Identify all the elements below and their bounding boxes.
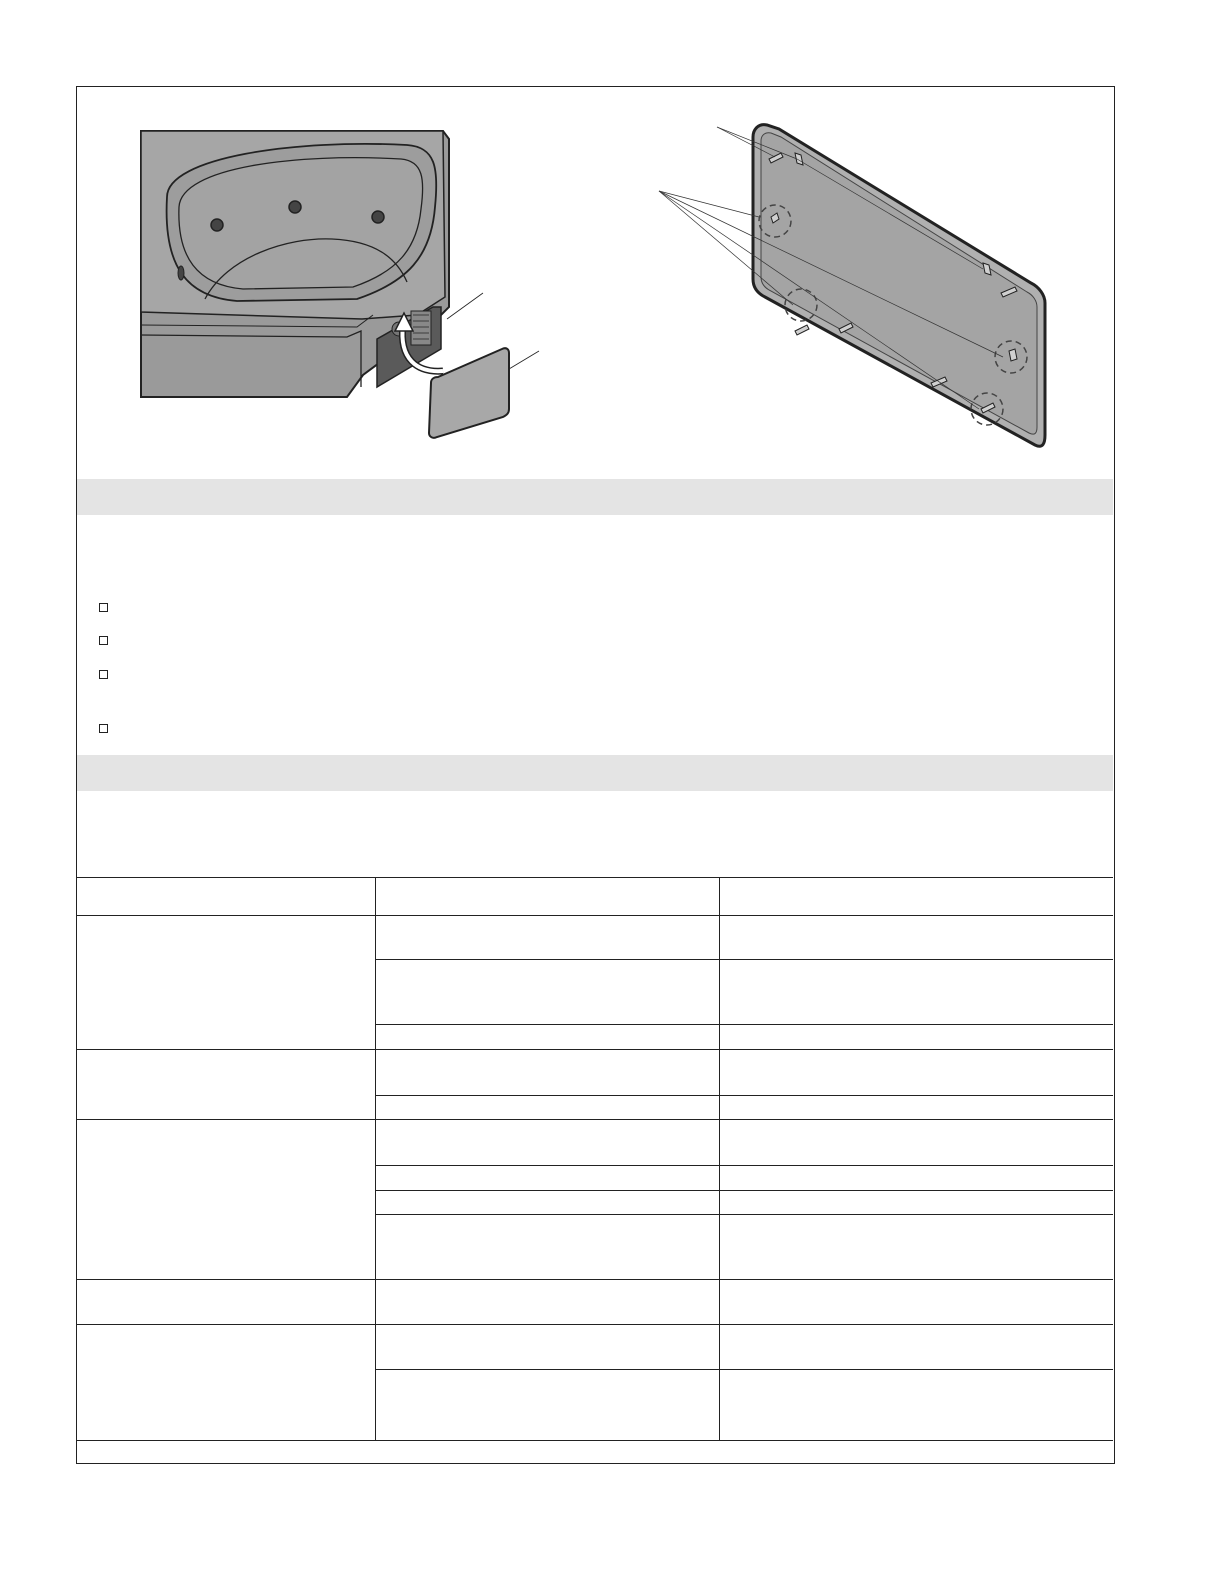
table-cell	[719, 1119, 1113, 1131]
table-cell	[719, 1324, 1113, 1336]
section-header-band-2	[77, 755, 1113, 791]
table-cell	[375, 1119, 719, 1131]
checklist-item	[99, 632, 1099, 652]
table-cell	[719, 1049, 1113, 1061]
table-cell	[719, 915, 1113, 927]
table-cell	[719, 1095, 1113, 1107]
table-cell	[375, 1095, 719, 1107]
checkbox[interactable]	[99, 670, 108, 679]
section-header-band-1	[77, 479, 1113, 515]
table-cell	[375, 1214, 719, 1226]
table-cell	[375, 1279, 719, 1291]
document-frame	[76, 86, 1115, 1464]
table-cell	[375, 1324, 719, 1336]
table-cell	[375, 1165, 719, 1177]
checklist-item	[99, 720, 1099, 740]
table-cell	[77, 1119, 375, 1131]
checklist-item	[99, 666, 1099, 686]
table-cell	[719, 1190, 1113, 1202]
table-cell	[77, 1324, 375, 1336]
troubleshooting-table	[77, 877, 1113, 1463]
table-rule	[77, 1440, 1113, 1441]
checkbox[interactable]	[99, 724, 108, 733]
table-cell	[719, 959, 1113, 971]
table-cell	[375, 959, 719, 971]
table-cell	[375, 1024, 719, 1036]
table-header-cell	[375, 877, 719, 915]
whirlpool-bath-illustration	[141, 131, 539, 438]
table-header-cell	[719, 877, 1113, 915]
table-cell	[719, 1369, 1113, 1381]
table-cell	[375, 1369, 719, 1381]
table-cell	[719, 1279, 1113, 1291]
checklist-item	[99, 599, 1099, 619]
table-cell	[375, 1190, 719, 1202]
table-cell	[77, 1049, 375, 1061]
table-cell	[77, 915, 375, 927]
table-cell	[77, 1279, 375, 1291]
installation-illustration	[77, 87, 1113, 479]
panel-back-illustration	[659, 125, 1045, 447]
checkbox[interactable]	[99, 603, 108, 612]
illustration-area	[77, 87, 1113, 479]
table-header-cell	[77, 877, 375, 915]
table-cell	[719, 1214, 1113, 1226]
checkbox[interactable]	[99, 636, 108, 645]
table-cell	[719, 1024, 1113, 1036]
table-cell	[375, 915, 719, 927]
table-cell	[375, 1049, 719, 1061]
table-cell	[719, 1165, 1113, 1177]
